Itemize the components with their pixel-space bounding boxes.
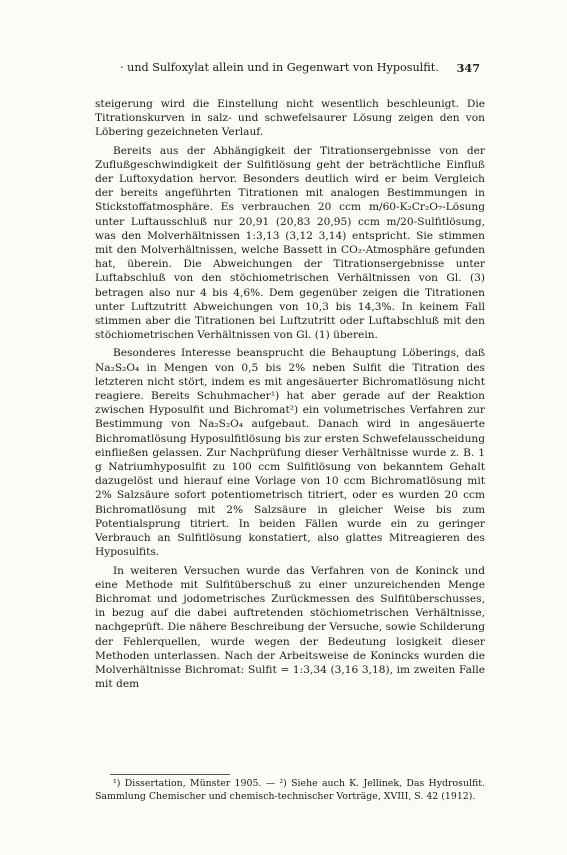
paragraph-2: Bereits aus der Abhängigkeit der Titrationsergebnisse von der Zuflußgeschwindigkeit der Sulfitlösung geht der beträchtliche Einfluß der Luftoxydation hervor. Besonders deutlich wird er beim Vergleich der bereits angeführten Titrationen mit analogen Bestimmungen in Stickstoffatmosphäre. Es verbrauchen 20 ccm m/60-K₂Cr₂O₇-Lösung unter Luftausschluß nur 20,91 (20,83 20,95) ccm m/20-Sulfitlösung, was den Molverhältnissen 1:3,13 (3,12 3,14) entspricht. Sie stimmen mit den Molverhältnissen, welche Bassett in CO₂-Atmosphäre gefunden hat, überein. Die Abweichungen der Titrationsergebnisse unter Luftabschluß von den stöchiometrischen Verhältnissen von Gl. (3) betragen also nur 4 bis 4,6%. Dem gegenüber zeigen die Titrationen unter Luftzutritt Abweichungen von 10,3 bis 14,3%. In keinem Fall stimmen aber die Titrationen bei Luftzutritt oder Luftabschluß mit den stöchiometrischen Verhältnissen von Gl. (1) überein.	[95, 144, 485, 342]
body-text	[95, 97, 485, 691]
footnote-divider	[110, 774, 230, 775]
paragraph-1: steigerung wird die Einstellung nicht wesentlich beschleunigt. Die Titrationskurven in salz- und schwefelsaurer Lösung zeigen den von Löbering gezeichneten Verlauf.	[95, 98, 485, 139]
running-header	[110, 60, 480, 76]
paragraph-4: In weiteren Versuchen wurde das Verfahren von de Koninck und eine Methode mit Sulfitüberschuß zu einer unzureichenden Menge Bichromat und jodometrisches Zurückmessen des Sulfitüberschusses, in bezug auf die dabei auftretenden stöchiometrischen Verhältnisse, nachgeprüft. Die nähere Beschreibung der Versuche, sowie Schilderung der Fehlerquellen, wurde wegen der Bedeutung losigkeit dieser Methoden unterlassen. Nach der Arbeitsweise de Konincks wurden die Molverhältnisse Bichromat: Sulfit = 1:3,34 (3,16 3,18), im zweiten Falle mit dem	[95, 564, 485, 691]
footnotes	[95, 778, 485, 803]
paragraph-3: Besonderes Interesse beansprucht die Behauptung Löberings, daß Na₂S₂O₄ in Mengen von 0,5 bis 2% neben Sulfit die Titration des letzteren nicht stört, indem es mit angesäuerter Bichromatlösung nicht reagiere. Bereits Schuhmacher¹) hat aber gerade auf der Reaktion zwischen Hyposulfit und Bichromat²) ein volumetrisches Verfahren zur Bestimmung von Na₂S₂O₄ aufgebaut. Danach wird in angesäuerte Bichromatlösung Hyposulfitlösung bis zur ersten Schwefelausscheidung einfließen gelassen. Zur Nachprüfung dieser Verhältnisse wurde z. B. 1 g Natriumhyposulfit zu 100 ccm Sulfitlösung von bekanntem Gehalt dazugelöst und hierauf eine Vorlage von 10 ccm Bichromatlösung mit 2% Salzsäure sofort potentiometrisch titriert, oder es wurden 20 ccm Bichromatlösung mit 2% Salzsäure in gleicher Weise bis zum Potentialsprung titriert. In beiden Fällen wurde ein zu geringer Verbrauch an Sulfitlösung konstatiert, also glattes Mitreagieren des Hyposulfits.	[95, 347, 485, 559]
header-title: · und Sulfoxylat allein und in Gegenwart von Hyposulfit.	[120, 61, 439, 74]
page-number: 347	[456, 61, 480, 75]
footnote-1: ¹) Dissertation, Münster 1905. — ²) Siehe auch K. Jellinek, Das Hydrosulfit. Sammlung Chemischer und chemisch-technischer Vorträge, XVIII, S. 42 (1912).	[95, 778, 485, 802]
